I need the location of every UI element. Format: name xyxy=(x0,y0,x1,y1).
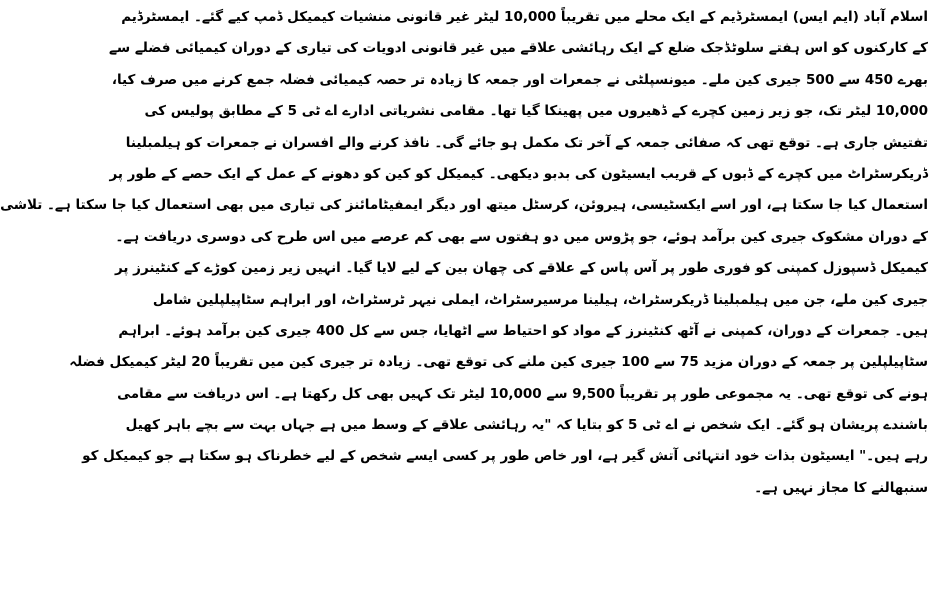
article-line-15: رہے ہیں۔" ایسیٹون بذات خود انتہائی آتش گیر ہے، اور خاص طور پر کسی ایسے شخص کے لیے خطرناک ہو سکتا ہے جو کیمیکل کو xyxy=(82,448,928,465)
article-line-12: سٹاپیلپلین پر جمعہ کے دوران مزید 75 سے 100 جیری کین ملنے کی توقع تھی۔ زیادہ تر جیری کین میں تقریباً 20 لیٹر کیمیکل فضلہ xyxy=(69,354,928,371)
article-line-16: سنبھالنے کا مجاز نہیں ہے۔ xyxy=(754,479,928,496)
article-line-6: ڈریکرسٹراٹ میں کچرے کے ڈبوں کے قریب ایسیٹون کی بدبو دیکھی۔ کیمیکل کو کین کو دھونے کے عمل کے ایک حصے کے طور پر xyxy=(109,165,928,182)
article-line-3: بھرے 450 سے 500 جیری کین ملے۔ میونسپلٹی نے جمعرات اور جمعہ کا زیادہ تر حصہ کیمیائی فضلہ جمع کرنے میں صرف کیا، xyxy=(111,71,928,88)
article-line-7: استعمال کیا جا سکتا ہے، اور اسے ایکسٹیسی، ہیروئن، کرسٹل میتھ اور دیگر ایمفیٹامائنز کی تیاری میں بھی استعمال کیا جا سکتا ہے۔ تلاشی xyxy=(0,197,928,214)
article-line-10: جیری کین ملے، جن میں ہیلمبلینا ڈریکرسٹراٹ، ہیلینا مرسیرسٹراٹ، ایملی نیہر ٹرسٹراٹ، اور ابراہم سٹاپیلپلین شامل xyxy=(152,291,928,308)
article-line-14: باشندے پریشان ہو گئے۔ ایک شخص نے اے ٹی 5 کو بتایا کہ "یہ رہائشی علاقے کے وسط میں ہے جہاں بہت سے بچے باہر کھیل xyxy=(125,417,928,434)
article-line-1: اسلام آباد (ایم ایس) ایمسٹرڈیم کے ایک محلے میں تقریباً 10,000 لیٹر غیر قانونی منشیات کیمیکل ڈمپ کیے گئے۔ ایمسٹرڈیم xyxy=(121,9,928,25)
article-line-5: تفتیش جاری ہے۔ توقع تھی کہ صفائی جمعہ کے آخر تک مکمل ہو جائے گی۔ نافذ کرنے والے افسران نے جمعرات کو ہیلمبلینا xyxy=(125,134,928,151)
article-line-8: کے دوران مشکوک جیری کین برآمد ہوئے، جو پڑوس میں دو ہفتوں سے بھی کم عرصے میں اس طرح کی دوسری دریافت ہے۔ xyxy=(115,228,928,245)
article-line-4: 10,000 لیٹر تک، جو زیر زمین کچرے کے ڈھیروں میں پھینکا گیا تھا۔ مقامی نشریاتی ادارے اے ٹی 5 کے مطابق پولیس کی xyxy=(144,103,928,120)
article-line-11: ہیں۔ جمعرات کے دوران، کمپنی نے آٹھ کنٹینرز کے مواد کو احتیاط سے اٹھایا، جس سے کل 400 جیری کین برآمد ہوئے۔ ابراہم xyxy=(118,322,928,339)
article-line-2: کے کارکنوں کو اس ہفتے سلوٹڈجک ضلع کے ایک رہائشی علاقے میں غیر قانونی ادویات کی تیاری کے دوران کیمیائی فضلے سے xyxy=(108,40,928,57)
article-line-13: ہونے کی توقع تھی۔ یہ مجموعی طور پر تقریباً 9,500 سے 10,000 لیٹر تک کہیں بھی کل رکھتا ہے۔ اس دریافت سے مقامی xyxy=(117,385,928,402)
article-line-9: کیمیکل ڈسپوزل کمپنی کو فوری طور پر آس پاس کے علاقے کی چھان بین کے لیے لایا گیا۔ انہیں زیر زمین کوڑے کے کنٹینرز پر xyxy=(115,260,928,277)
